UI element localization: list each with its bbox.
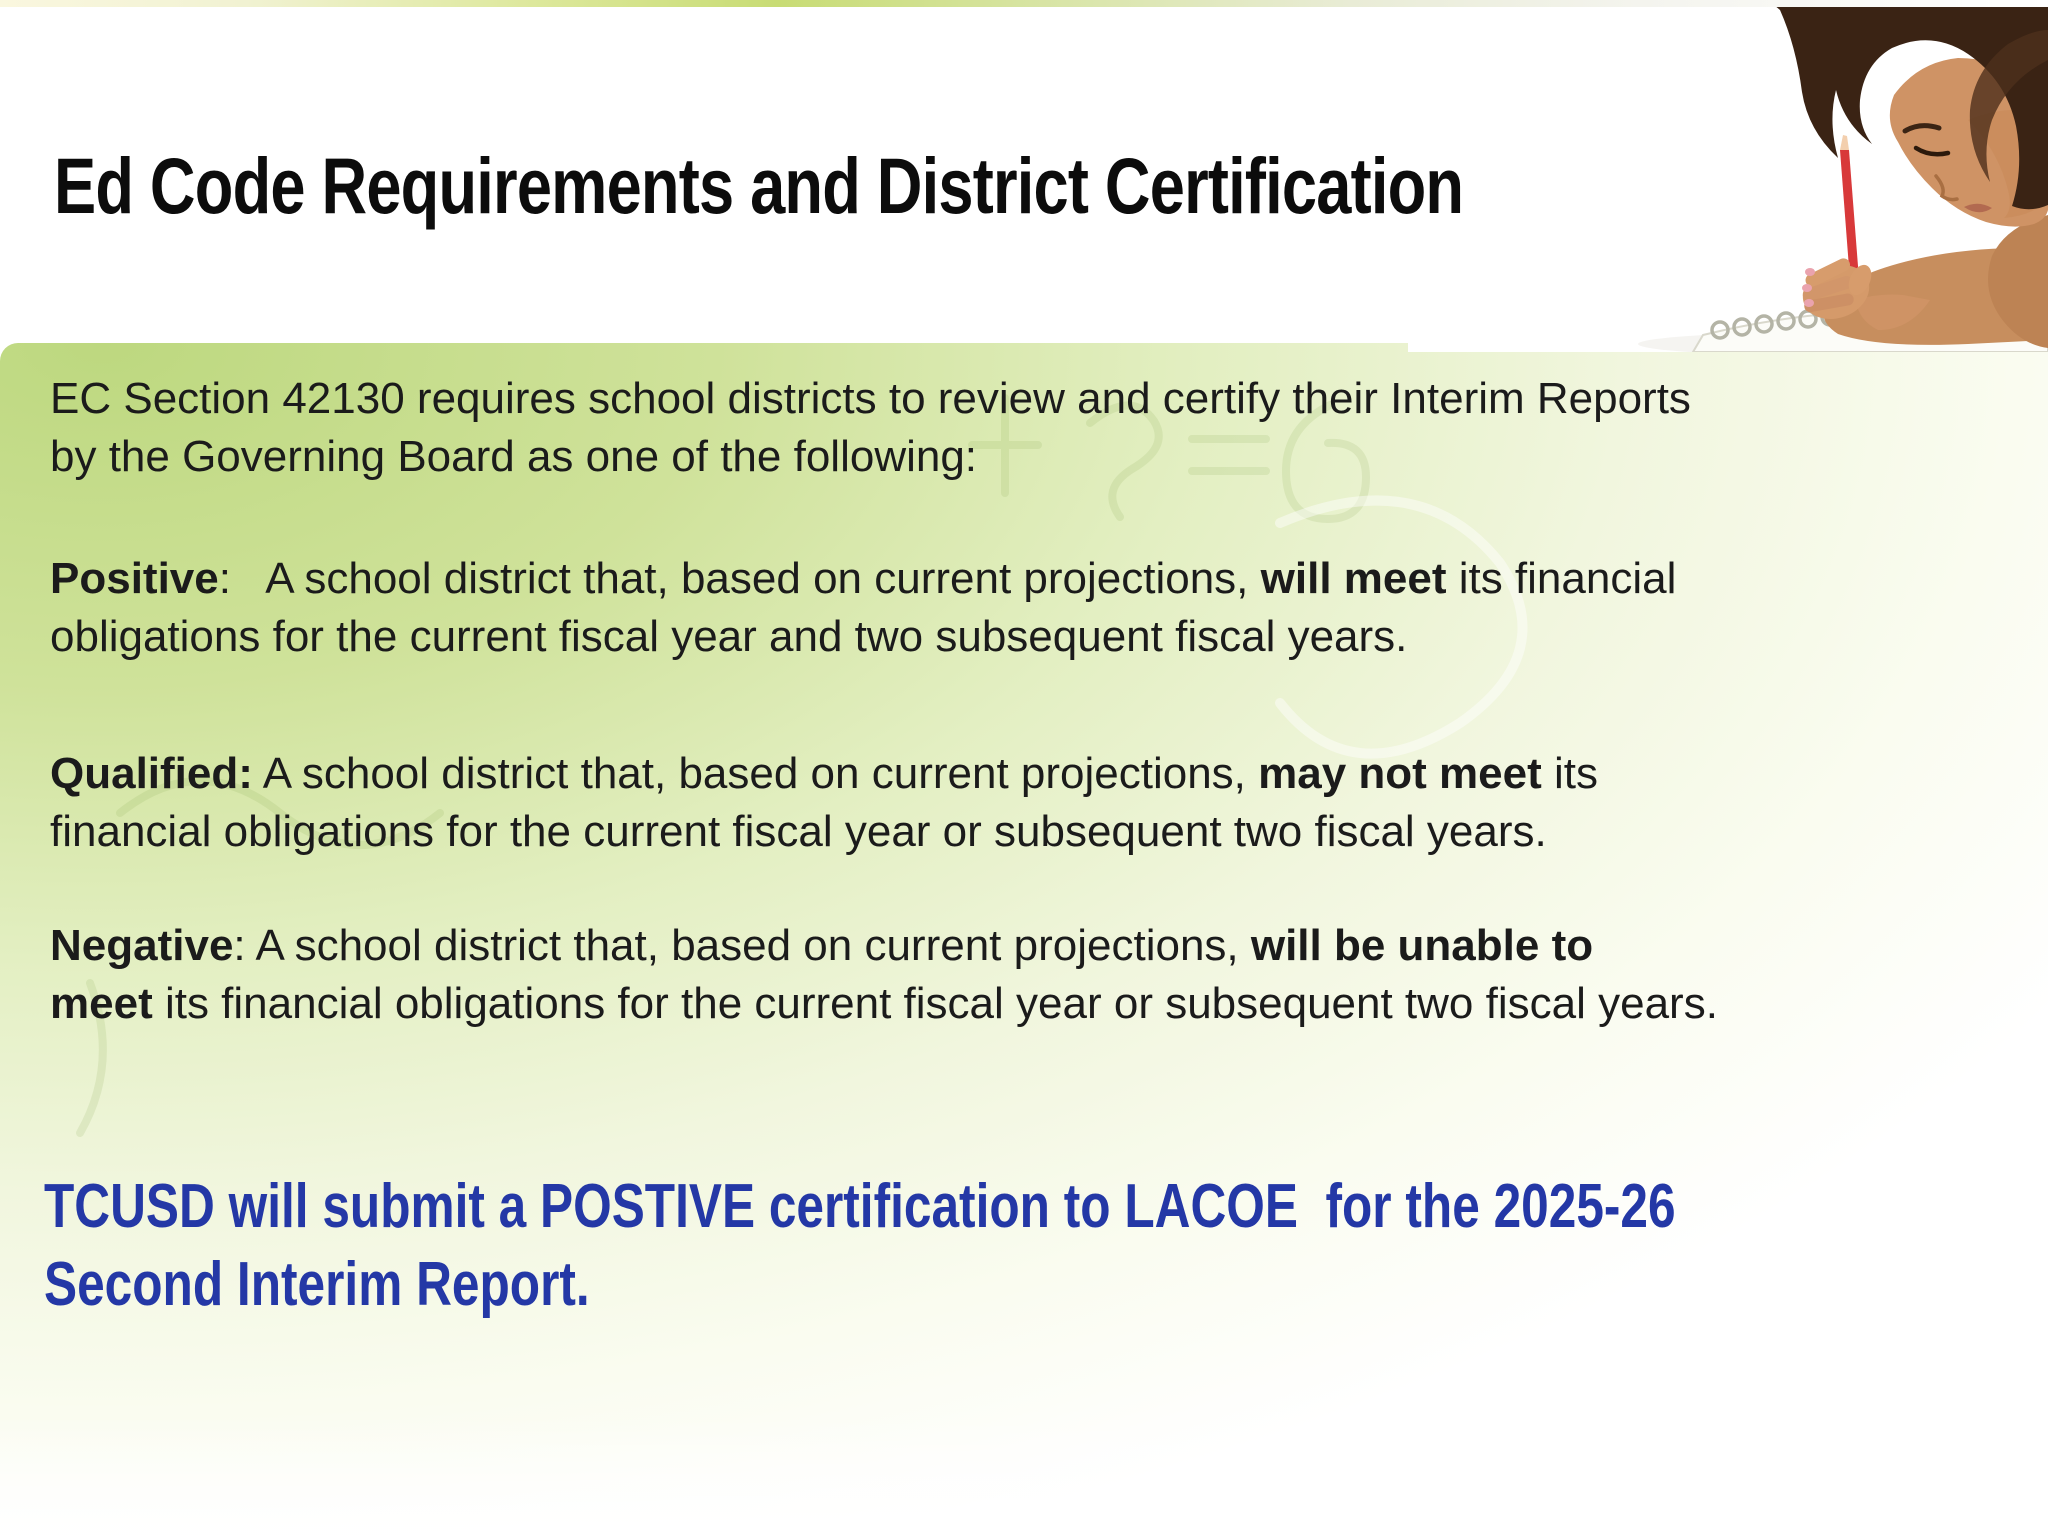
child-writing-photo [1408,0,2048,352]
conclusion-line: TCUSD will submit a POSTIVE certification to LACOE for the 2025-26 [44,1172,1676,1241]
page-title: Ed Code Requirements and District Certification [54,141,1464,230]
paragraph-intro: EC Section 42130 requires school districts to review and certify their Interim Reports by the Governing Board as one of the following: [50,374,1691,481]
conclusion-line: Second Interim Report. [44,1250,590,1319]
content-panel [0,343,2048,1536]
child-writing-illustration [1408,0,2048,352]
paragraph-qualified: Qualified: A school district that, based on current projections, may not meet its financial obligations for the current fiscal year or subsequent two fiscal years. [50,749,1598,856]
paragraph-positive: Positive: A school district that, based on current projections, will meet its financial obligations for the current fiscal year and two subsequent fiscal years. [50,554,1677,661]
conclusion-statement [44,1168,1676,1324]
top-accent-strip [0,0,2048,7]
paragraph-negative: Negative: A school district that, based on current projections, will be unable to meet its financial obligations for the current fiscal year or subsequent two fiscal years. [50,921,1718,1028]
